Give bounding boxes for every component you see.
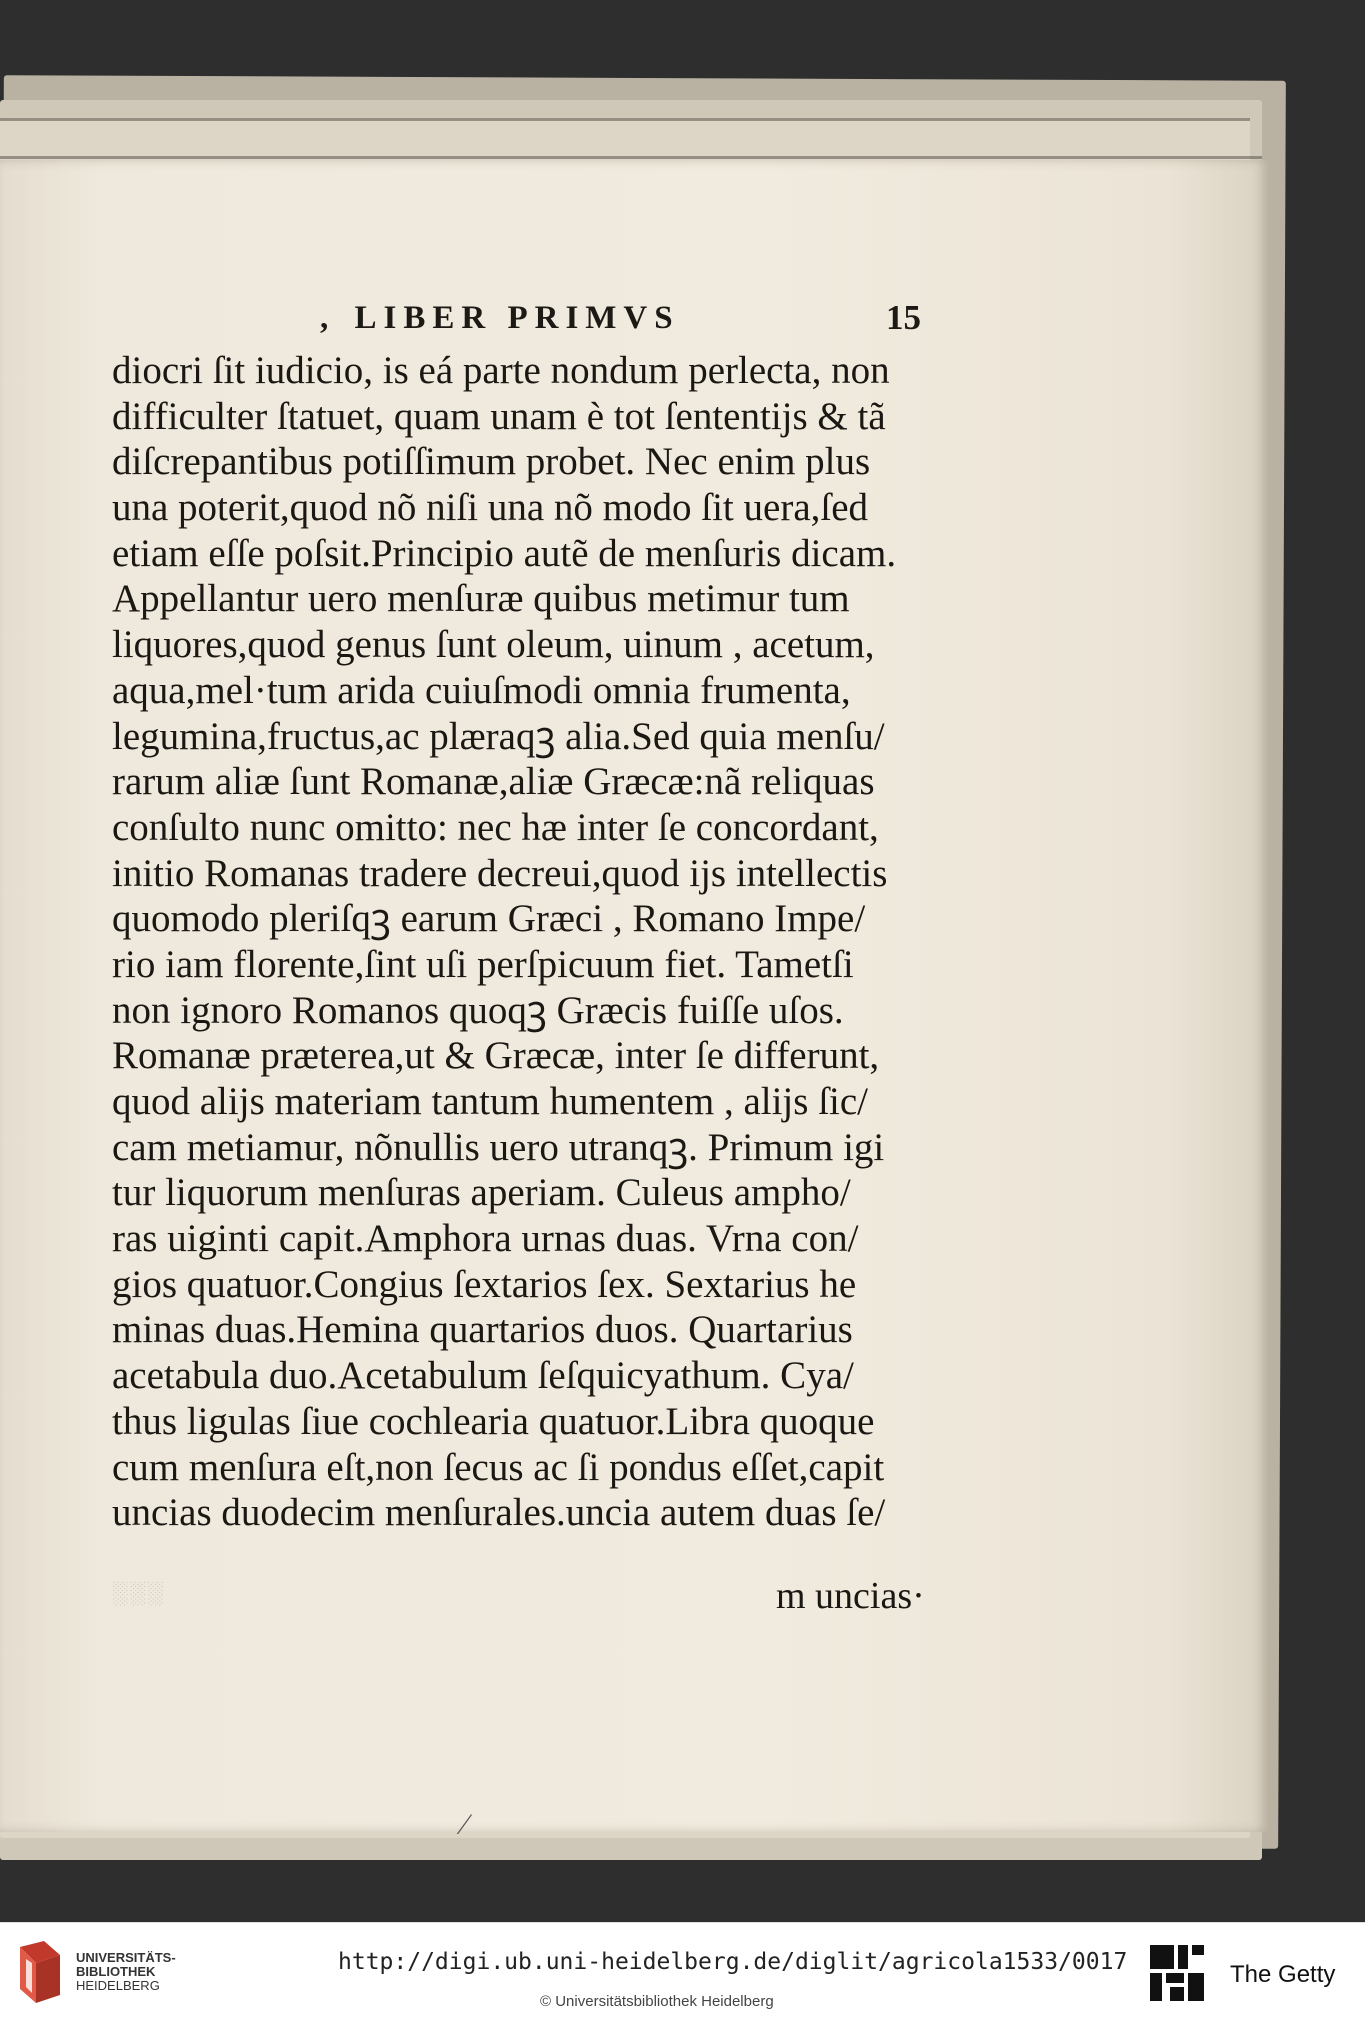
text-line: Romanæ præterea,ut & Græcæ, inter ſe differunt, [112, 1034, 880, 1078]
page-edge-line [0, 118, 1250, 121]
heidelberg-university-library-logo-icon[interactable] [14, 1937, 66, 2009]
text-line: cam metiamur, nõnullis uero utranqꝫ. Primum igi [112, 1125, 885, 1169]
running-head-text: LIBER PRIMVS [354, 300, 680, 336]
text-line: minas duas.Hemina quartarios duos. Quartarius [112, 1308, 853, 1352]
text-line: acetabula duo.Acetabulum ſeſquicyathum. Cya/ [112, 1354, 854, 1398]
institution-name-line: HEIDELBERG [76, 1978, 160, 1993]
copyright-notice: © Universitätsbibliothek Heidelberg [540, 1993, 774, 2010]
folio-number: 15 [886, 298, 921, 337]
partner-name: The Getty [1230, 1961, 1336, 1988]
getty-logo-icon[interactable] [1148, 1943, 1206, 2003]
text-line: conſulto nunc omitto: nec hæ inter ſe concordant, [112, 805, 879, 849]
body-text [112, 348, 932, 1536]
text-line: diſcrepantibus potiſſimum probet. Nec enim plus [112, 440, 871, 484]
page-edge-line [0, 156, 1262, 159]
show-through-smudge: ░░░ [112, 1580, 165, 1605]
institution-name [76, 1951, 176, 1993]
text-line: aqua,mel·tum arida cuiuſmodi omnia frumenta, [112, 668, 851, 712]
text-line: initio Romanas tradere decreui,quod ijs intellectis [112, 851, 888, 895]
institution-name-line: BIBLIOTHEK [76, 1964, 156, 1979]
text-line: legumina,fructus,ac plæraqꝫ alia.Sed quia menſu/ [112, 714, 885, 758]
text-line: thus ligulas ſiue cochlearia quatuor.Libra quoque [112, 1399, 875, 1443]
text-line: quod alijs materiam tantum humentem , alijs ſic/ [112, 1080, 869, 1123]
text-line: uncias duodecim menſurales.uncia autem duas ſe/ [112, 1491, 886, 1535]
text-line: non ignoro Romanos quoqꝫ Græcis fuiſſe uſos. [112, 988, 844, 1032]
text-line: ras uiginti capit.Amphora urnas duas. Vrna con/ [112, 1217, 859, 1261]
text-line: una poterit,quod nõ niſi una nõ modo ſit uera,ſed [112, 486, 869, 530]
text-line: Appellantur uero menſuræ quibus metimur tum [112, 577, 850, 621]
text-line: rarum aliæ ſunt Romanæ,aliæ Græcæ:nã reliquas [112, 760, 875, 804]
catchword: m uncias· [776, 1575, 925, 1617]
institution-name-line: UNIVERSITÄTS- [76, 1950, 176, 1965]
text-line: difficulter ſtatuet, quam unam è tot ſententijs & tã [112, 394, 886, 438]
text-line: gios quatuor.Congius ſextarios ſex. Sextarius he [112, 1262, 857, 1306]
text-line: quomodo pleriſqꝫ earum Græci , Romano Impe/ [112, 897, 866, 941]
text-line: cum menſura eſt,non ſecus ac ſi pondus eſſet,capit [112, 1445, 885, 1489]
pencil-mark: ⁄ [462, 1808, 468, 1841]
text-line: etiam eſſe poſsit.Principio autẽ de menſuris dicam. [112, 531, 897, 575]
text-line: tur liquorum menſuras aperiam. Culeus ampho/ [112, 1171, 851, 1215]
text-line: liquores,quod genus ſunt oleum, uinum , acetum, [112, 623, 875, 667]
footer-bar [0, 1922, 1365, 2023]
text-line: diocri ſit iudicio, is eá parte nondum perlecta, non [112, 349, 890, 392]
running-head [320, 300, 920, 337]
permalink-url[interactable]: http://digi.ub.uni-heidelberg.de/diglit/agricola1533/0017 [338, 1949, 1128, 1975]
text-line: rio iam florente,ſint uſi perſpicuum fiet. Tametſi [112, 942, 854, 986]
running-head-ornament: , [320, 300, 338, 336]
